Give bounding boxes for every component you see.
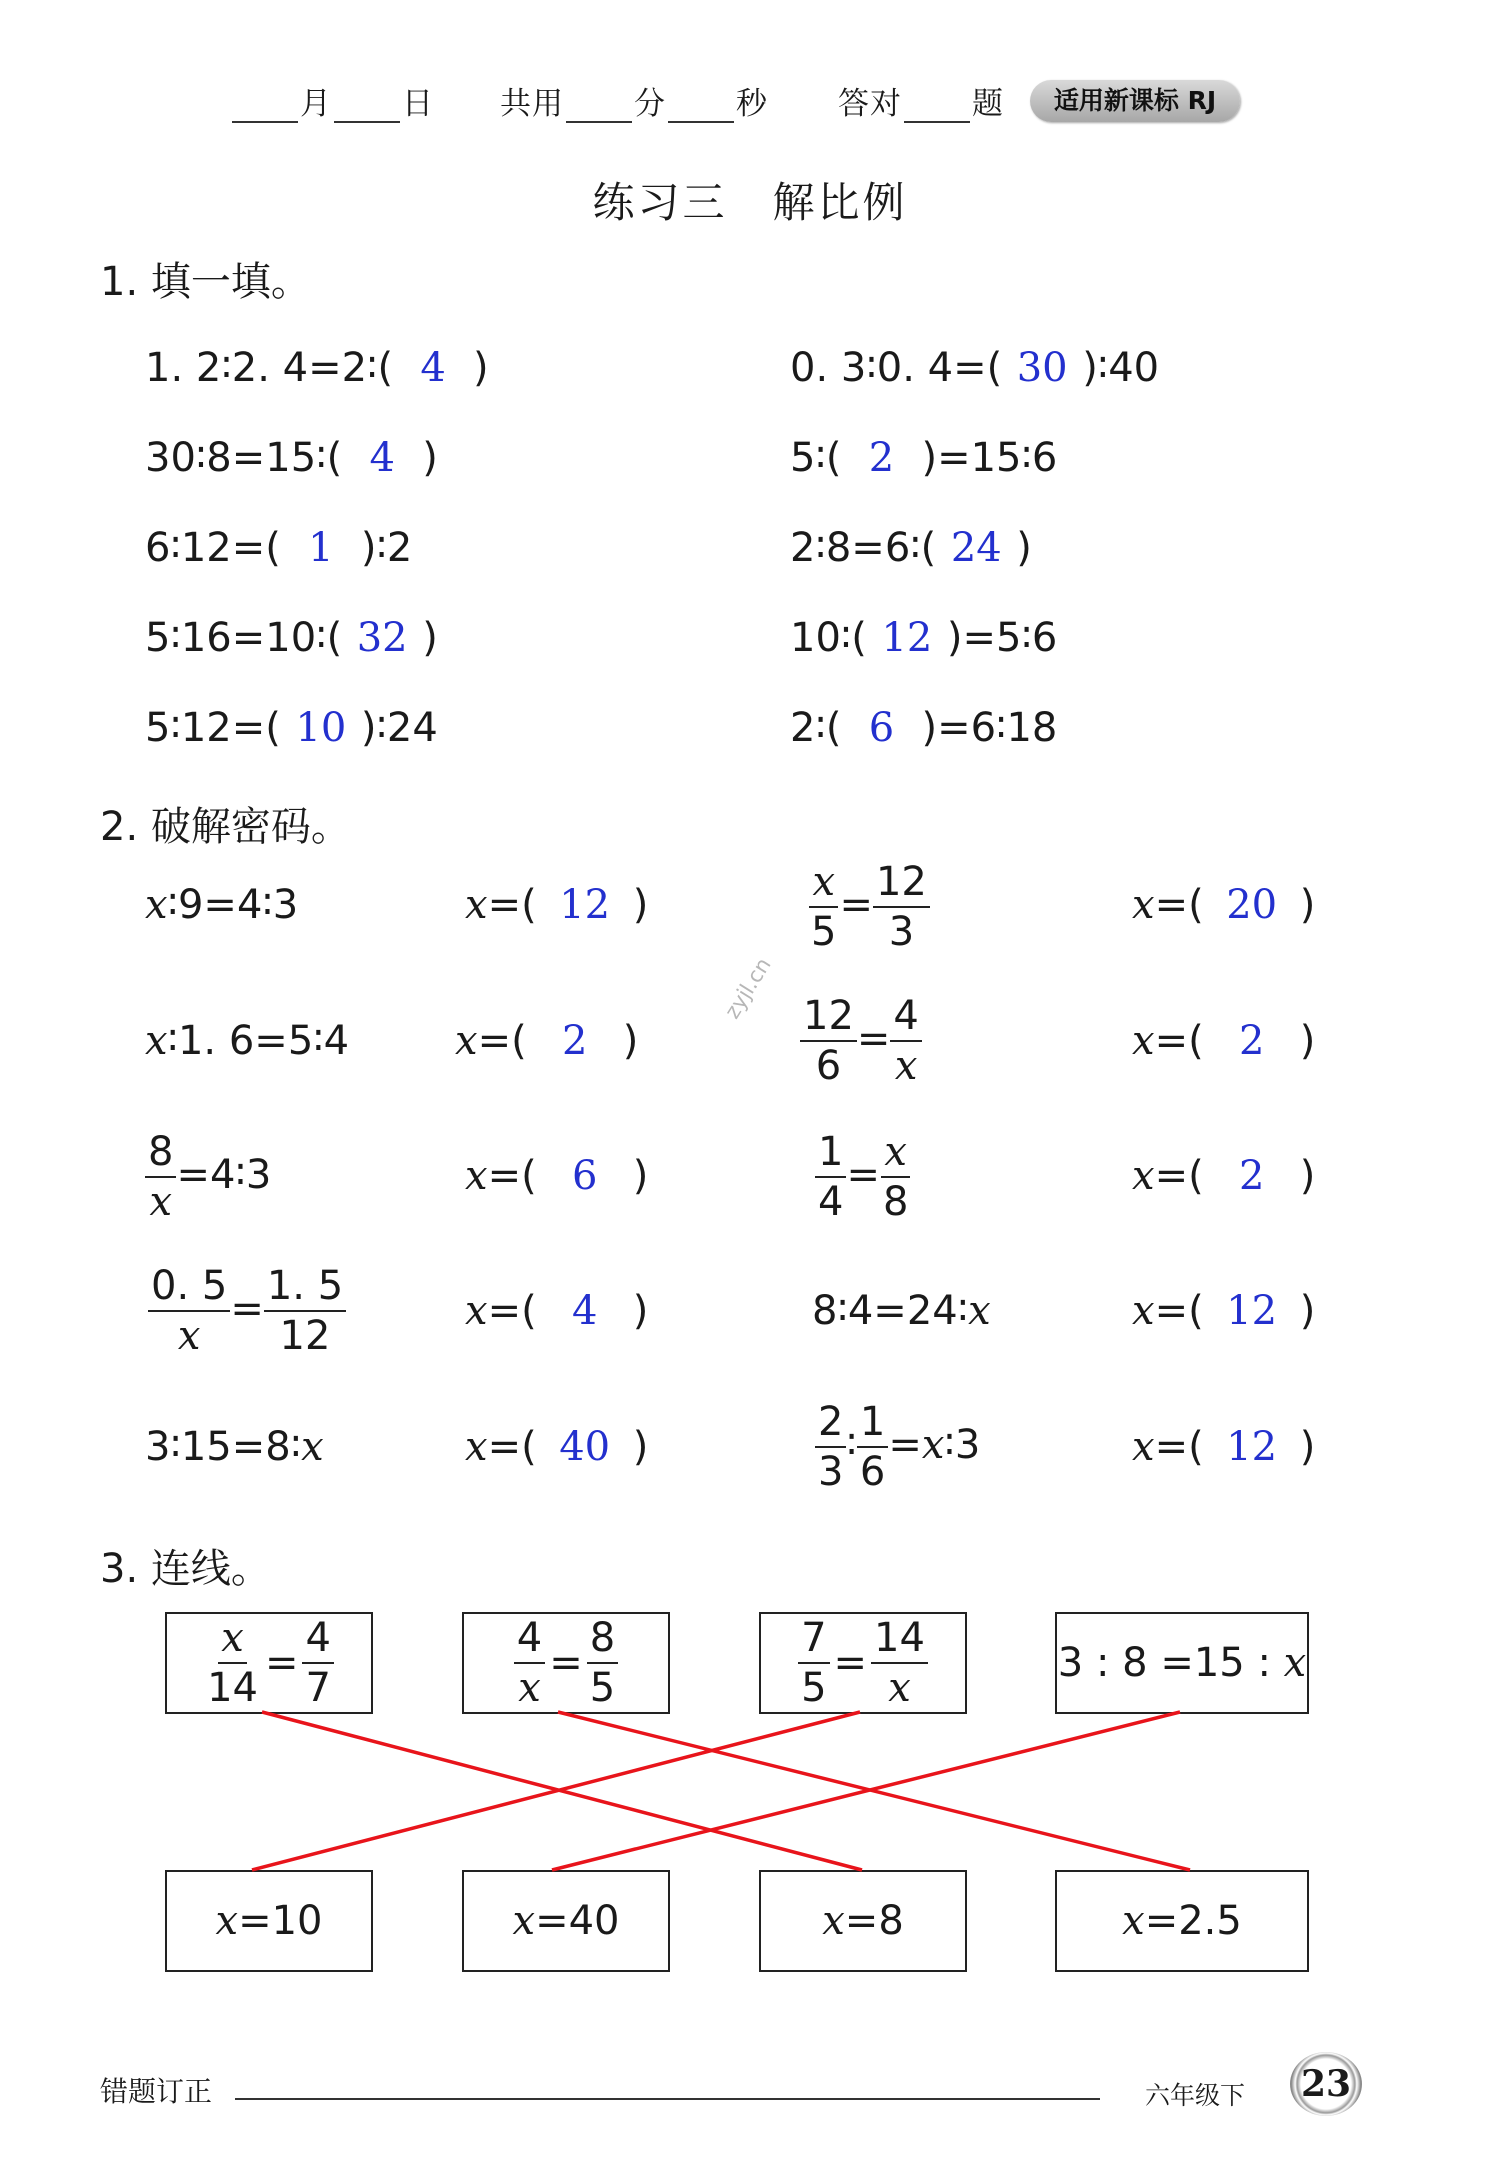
month-label: 月 <box>300 86 332 122</box>
fill-item-text: 30∶8=15∶( <box>145 435 343 481</box>
answer[interactable]: 2 <box>1238 1018 1265 1064</box>
fill-item-text: )∶40 <box>1082 345 1160 391</box>
numerator: 12 <box>873 862 930 908</box>
open-paren: =( <box>1154 1288 1204 1334</box>
answer[interactable]: 30 <box>1016 345 1068 391</box>
box-text: =8 <box>844 1898 904 1944</box>
answer[interactable]: 6 <box>868 705 895 751</box>
fill-item-text: 1. 2∶2. 4=2∶( <box>145 345 394 391</box>
fill-item-text: )∶2 <box>360 525 413 571</box>
equals-sign: = <box>549 1640 583 1686</box>
denominator: 6 <box>815 1043 842 1089</box>
section3-heading: 3. 连线。 <box>100 1546 271 1592</box>
denominator: 7 <box>305 1665 331 1711</box>
question-label: 题 <box>972 86 1004 122</box>
correction-label: 错题订正 <box>100 2075 213 2108</box>
answer[interactable]: 2 <box>868 435 895 481</box>
open-paren: =( <box>1154 1424 1204 1470</box>
answer[interactable]: 4 <box>420 345 446 391</box>
equals-sign: = <box>856 1016 891 1062</box>
day-label: 日 <box>402 86 434 122</box>
close-paren: ) <box>622 1018 639 1064</box>
denominator: x <box>177 1313 201 1359</box>
page-number: 23 <box>1290 2052 1362 2116</box>
x-symbol: x <box>465 1288 488 1334</box>
equals-sign: = <box>230 1286 264 1332</box>
x-symbol: x <box>145 1018 168 1064</box>
denominator: 5 <box>811 909 837 955</box>
denominator: x <box>888 1665 911 1711</box>
minute-label: 分 <box>634 86 666 122</box>
fill-item-text: )=6∶18 <box>921 705 1058 751</box>
answer[interactable]: 12 <box>1226 1424 1278 1470</box>
section2-heading: 2. 破解密码。 <box>100 804 351 850</box>
close-paren: ) <box>632 882 649 928</box>
equals-sign: = <box>888 1422 922 1468</box>
x-symbol: x <box>512 1898 536 1944</box>
close-paren: ) <box>632 1424 649 1470</box>
answer[interactable]: 10 <box>295 705 347 751</box>
equals-sign: = <box>833 1640 868 1686</box>
open-paren: =( <box>487 882 537 928</box>
answer[interactable]: 12 <box>1226 1288 1278 1334</box>
page-title: 练习三 解比例 <box>592 178 908 227</box>
fill-item-text: 5∶( <box>790 435 842 481</box>
numerator: 7 <box>798 1618 829 1664</box>
fill-item-text: ) <box>422 615 438 661</box>
answer[interactable]: 20 <box>1226 882 1278 928</box>
equation-text: ∶1. 6=5∶4 <box>167 1018 350 1064</box>
answer[interactable]: 12 <box>559 882 611 928</box>
curriculum-badge: 适用新课标 RJ <box>1030 80 1240 122</box>
close-paren: ) <box>632 1153 649 1199</box>
second-label: 秒 <box>736 86 768 122</box>
x-symbol: x <box>465 882 488 928</box>
x-symbol: x <box>215 1898 239 1944</box>
open-paren: =( <box>487 1153 537 1199</box>
fill-item-text: ) <box>422 435 438 481</box>
numerator: 8 <box>587 1618 618 1664</box>
close-paren: ) <box>1299 1424 1316 1470</box>
close-paren: ) <box>632 1288 649 1334</box>
x-symbol: x <box>921 1422 945 1468</box>
colon: ∶ <box>846 1422 857 1468</box>
x-symbol: x <box>465 1153 488 1199</box>
denominator: 8 <box>882 1179 909 1225</box>
denominator: 14 <box>207 1665 258 1711</box>
x-symbol: x <box>822 1898 845 1944</box>
answer[interactable]: 1 <box>308 525 334 571</box>
numerator: 0. 5 <box>148 1266 230 1312</box>
open-paren: =( <box>487 1288 537 1334</box>
open-paren: =( <box>477 1018 527 1064</box>
numerator: 12 <box>800 996 857 1042</box>
numerator: 2 <box>815 1402 846 1448</box>
answer[interactable]: 40 <box>559 1424 611 1470</box>
fill-item-text: 2∶8=6∶( <box>790 525 937 571</box>
answer[interactable]: 32 <box>356 615 408 661</box>
open-paren: =( <box>1154 882 1204 928</box>
numerator: 1 <box>857 1402 888 1448</box>
answer[interactable]: 4 <box>369 435 395 481</box>
numerator: x <box>881 1132 910 1178</box>
open-paren: =( <box>1154 1153 1204 1199</box>
x-symbol: x <box>301 1424 324 1470</box>
x-symbol: x <box>1132 1153 1155 1199</box>
x-symbol: x <box>1283 1640 1307 1686</box>
equation-text: ∶9=4∶3 <box>167 882 299 928</box>
box-text: 3 : 8 =15 : <box>1057 1640 1284 1686</box>
time-prefix: 共用 <box>500 86 564 122</box>
box-text: =10 <box>238 1898 323 1944</box>
denominator: 3 <box>818 1449 844 1495</box>
answer[interactable]: 4 <box>571 1288 598 1334</box>
fill-item-text: )=5∶6 <box>946 615 1058 661</box>
fill-item-text: )=15∶6 <box>921 435 1058 481</box>
denominator: x <box>894 1043 918 1089</box>
numerator: 4 <box>514 1618 545 1664</box>
fill-item-text: ) <box>473 345 489 391</box>
x-symbol: x <box>1132 882 1155 928</box>
denominator: x <box>149 1179 172 1225</box>
answer[interactable]: 24 <box>950 525 1002 571</box>
open-paren: =( <box>1154 1018 1204 1064</box>
box-text: =40 <box>535 1898 620 1944</box>
watermark: zyjl.cn <box>720 953 776 1023</box>
numerator: x <box>809 862 838 908</box>
close-paren: ) <box>1299 1288 1316 1334</box>
numerator: 4 <box>302 1618 333 1664</box>
close-paren: ) <box>1299 1153 1316 1199</box>
x-symbol: x <box>145 882 168 928</box>
numerator: x <box>218 1618 247 1664</box>
equation-text: =4∶3 <box>176 1152 272 1198</box>
x-symbol: x <box>968 1288 991 1334</box>
fill-item-text: 10∶( <box>790 615 867 661</box>
equals-sign: = <box>846 1152 880 1198</box>
numerator: 8 <box>145 1132 176 1178</box>
numerator: 4 <box>890 996 921 1042</box>
grade-label: 六年级下 <box>1145 2081 1246 2110</box>
x-symbol: x <box>455 1018 478 1064</box>
fill-item-text: 0. 3∶0. 4=( <box>790 345 1003 391</box>
fill-item-text: )∶24 <box>360 705 438 751</box>
fill-item-text: 6∶12=( <box>145 525 281 571</box>
close-paren: ) <box>1299 1018 1316 1064</box>
close-paren: ) <box>1299 882 1316 928</box>
fill-item-text: ) <box>1016 525 1032 571</box>
fill-item-text: 2∶( <box>790 705 842 751</box>
denominator: 4 <box>818 1179 844 1225</box>
answer[interactable]: 2 <box>561 1018 588 1064</box>
open-paren: =( <box>487 1424 537 1470</box>
x-symbol: x <box>1122 1898 1145 1944</box>
denominator: 12 <box>279 1313 331 1359</box>
equation-text: 8∶4=24∶ <box>812 1288 969 1334</box>
denominator: 3 <box>888 909 915 955</box>
fill-item-text: 5∶12=( <box>145 705 281 751</box>
denominator: 6 <box>859 1449 886 1495</box>
answer[interactable]: 12 <box>881 615 933 661</box>
answer[interactable]: 2 <box>1238 1153 1265 1199</box>
x-symbol: x <box>1132 1424 1155 1470</box>
x-symbol: x <box>465 1424 488 1470</box>
numerator: 1 <box>815 1132 846 1178</box>
x-symbol: x <box>1132 1018 1155 1064</box>
x-symbol: x <box>1132 1288 1155 1334</box>
equals-sign: = <box>839 882 873 928</box>
denominator: 5 <box>589 1665 616 1711</box>
equals-sign: = <box>264 1640 299 1686</box>
numerator: 1. 5 <box>264 1266 346 1312</box>
equation-text: ∶3 <box>944 1422 981 1468</box>
fill-item-text: 5∶16=10∶( <box>145 615 343 661</box>
box-text: =2.5 <box>1144 1898 1242 1944</box>
denominator: x <box>518 1665 541 1711</box>
section1-heading: 1. 填一填。 <box>100 259 311 305</box>
correct-prefix: 答对 <box>838 86 902 122</box>
equation-text: 3∶15=8∶ <box>145 1424 302 1470</box>
numerator: 14 <box>871 1618 928 1664</box>
denominator: 5 <box>801 1665 827 1711</box>
answer[interactable]: 6 <box>571 1153 598 1199</box>
correction-line[interactable] <box>235 2098 1100 2100</box>
